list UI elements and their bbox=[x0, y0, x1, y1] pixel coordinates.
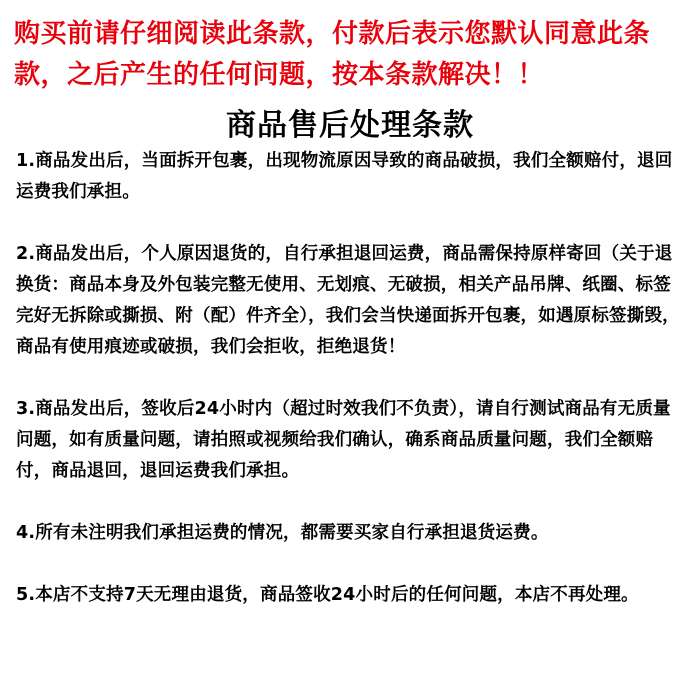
clause-3: 3.商品发出后，签收后24小时内（超过时效我们不负责），请自行测试商品有无质量问题，如有质量问题，请拍照或视频给我们确认，确系商品质量问题，我们全额赔付，商品退回，退回运费我们承担。 bbox=[16, 399, 671, 481]
after-sales-clauses bbox=[16, 146, 686, 642]
clause-1: 1.商品发出后，当面拆开包裹，出现物流原因导致的商品破损，我们全额赔付，退回运费我们承担。 bbox=[16, 151, 673, 202]
purchase-warning: 购买前请仔细阅读此条款，付款后表示您默认同意此条款，之后产生的任何问题，按本条款解决！！ bbox=[14, 19, 651, 90]
clause-4: 4.所有未注明我们承担运费的情况，都需要买家自行承担退货运费。 bbox=[16, 523, 549, 543]
clause-2: 2.商品发出后，个人原因退货的，自行承担退回运费，商品需保持原样寄回（关于退换货：商品本身及外包装完整无使用、无划痕、无破损，相关产品吊牌、纸圈、标签完好无拆除或撕损、附（配）件齐全），我们会当快递面拆开包裹，如遇原标签撕毁，商品有使用痕迹或破损，我们会拒收，拒绝退货！ bbox=[16, 244, 680, 357]
page-title: 商品售后处理条款 bbox=[226, 108, 474, 143]
clause-5: 5.本店不支持7天无理由退货，商品签收24小时后的任何问题，本店不再处理。 bbox=[16, 585, 639, 605]
